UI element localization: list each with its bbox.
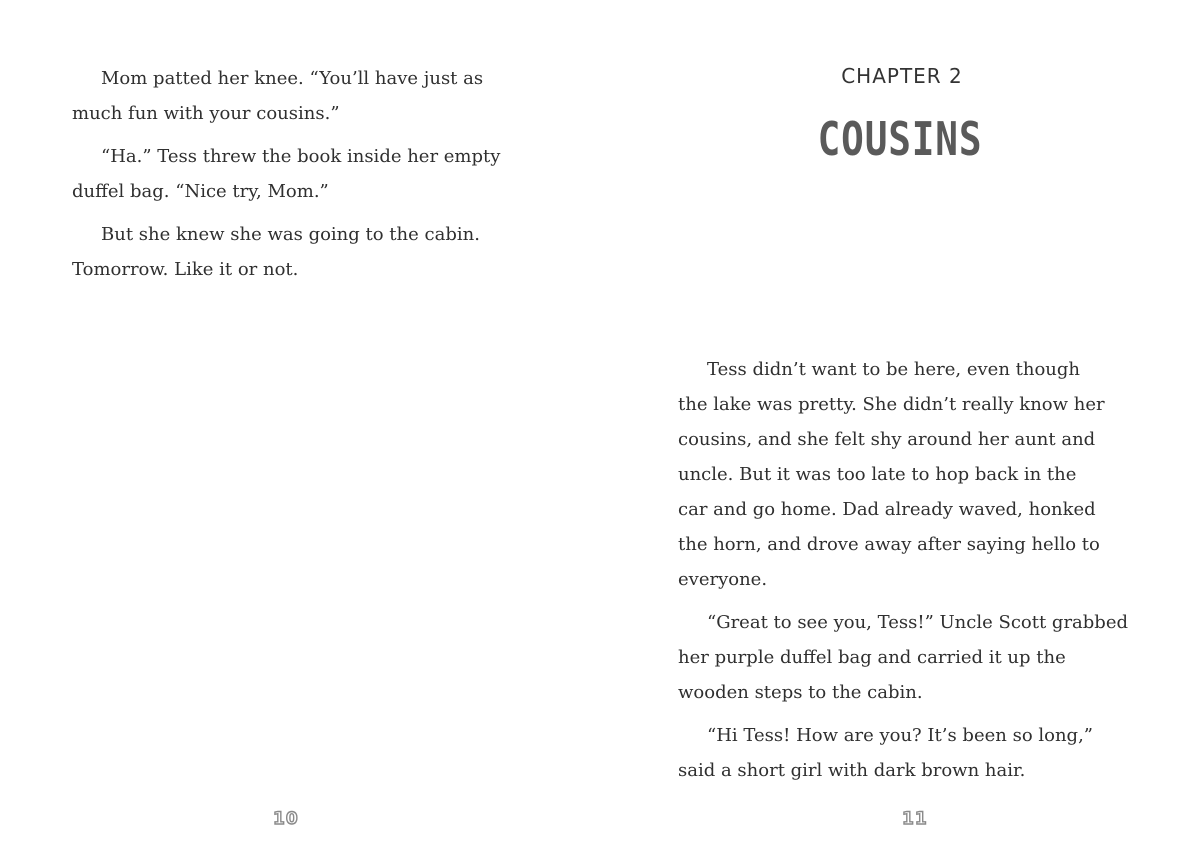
text-line: “Great to see you, Tess!” Uncle Scott grabbed — [707, 612, 1129, 633]
right-page-text — [678, 352, 1138, 796]
paragraph — [678, 605, 1138, 710]
page-number: 10 — [273, 809, 299, 829]
text-line: said a short girl with dark brown hair. — [678, 760, 1026, 781]
text-line: duffel bag. “Nice try, Mom.” — [72, 181, 329, 202]
text-line: But she knew she was going to the cabin. — [101, 224, 480, 245]
text-line: the horn, and drove away after saying hello to — [678, 534, 1100, 555]
text-line: uncle. But it was too late to hop back in the — [678, 464, 1077, 485]
text-line: Mom patted her knee. “You’ll have just as — [101, 68, 484, 89]
text-line: her purple duffel bag and carried it up the — [678, 647, 1066, 668]
left-page-text — [72, 61, 542, 295]
text-line: wooden steps to the cabin. — [678, 682, 923, 703]
text-line: the lake was pretty. She didn’t really know her — [678, 394, 1105, 415]
paragraph — [678, 352, 1138, 597]
text-line: cousins, and she felt shy around her aunt and — [678, 429, 1096, 450]
text-line: car and go home. Dad already waved, honked — [678, 499, 1096, 520]
chapter-label: CHAPTER 2 — [841, 64, 963, 88]
chapter-title: COUSINS — [817, 112, 983, 166]
text-line: everyone. — [678, 569, 768, 590]
text-line: Tess didn’t want to be here, even though — [707, 359, 1081, 380]
paragraph — [72, 61, 542, 131]
paragraph — [678, 718, 1138, 788]
page-number: 11 — [902, 809, 928, 829]
paragraph — [72, 139, 542, 209]
text-line: “Hi Tess! How are you? It’s been so long,” — [707, 725, 1094, 746]
paragraph — [72, 217, 542, 287]
right-page — [600, 0, 1200, 858]
text-line: much fun with your cousins.” — [72, 103, 340, 124]
text-line: “Ha.” Tess threw the book inside her empty — [101, 146, 501, 167]
text-line: Tomorrow. Like it or not. — [72, 259, 299, 280]
